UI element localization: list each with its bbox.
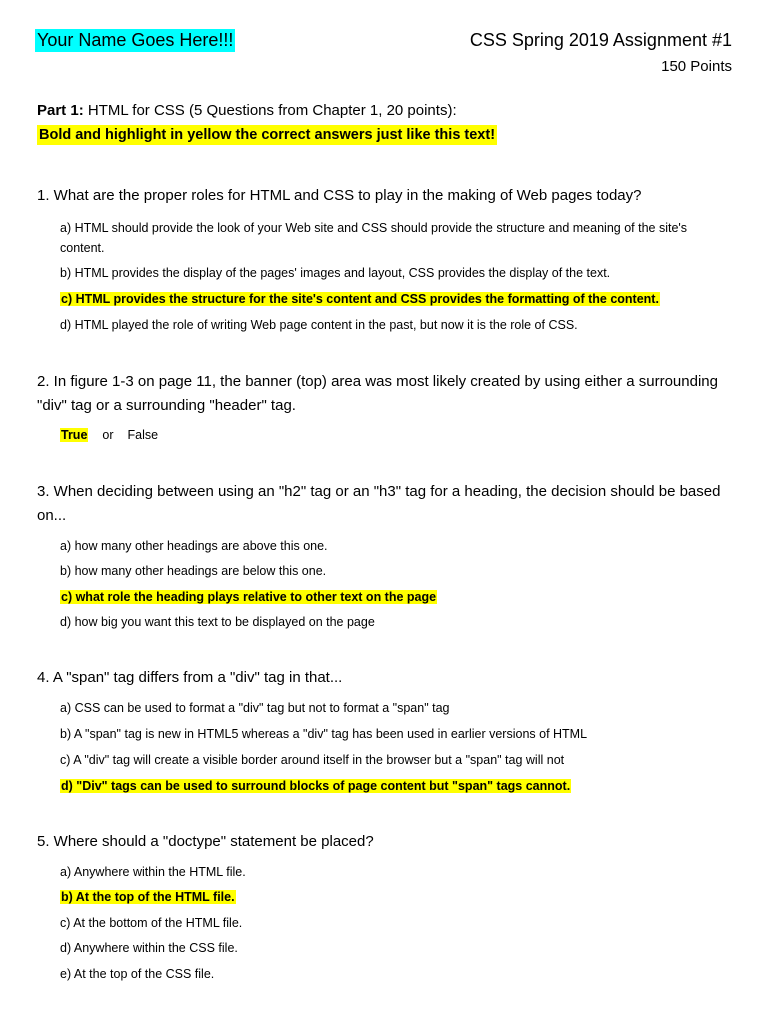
student-name: Your Name Goes Here!!!	[37, 30, 234, 50]
question-4-option-d	[60, 776, 730, 796]
question-2: 2. In figure 1-3 on page 11, the banner (top) area was most likely created by using either a surrounding "div" tag or a surrounding "header" tag.	[37, 373, 718, 414]
question-3: 3. When deciding between using an "h2" tag or an "h3" tag for a heading, the decision should be based on...	[37, 483, 721, 524]
question-3-option-d: d) how big you want this text to be displayed on the page	[60, 615, 375, 629]
question-3-option-a: a) how many other headings are above this one.	[60, 539, 328, 553]
correct-answer: b) At the top of the HTML file.	[61, 890, 235, 904]
question-2-options	[60, 425, 730, 445]
question-1-option-d: d) HTML played the role of writing Web page content in the past, but now it is the role of CSS.	[60, 318, 578, 332]
question-3-option-c	[60, 587, 730, 607]
question-5-option-d: d) Anywhere within the CSS file.	[60, 941, 238, 955]
question-1-option-b: b) HTML provides the display of the pages' images and layout, CSS provides the display of the text.	[60, 266, 611, 280]
question-3-option-b: b) how many other headings are below this one.	[60, 564, 327, 578]
part-heading	[37, 101, 457, 121]
question-4-option-c: c) A "div" tag will create a visible border around itself in the browser but a "span" tag will not	[60, 753, 565, 767]
false-option: False	[127, 428, 159, 442]
correct-answer: c) what role the heading plays relative to other text on the page	[61, 590, 437, 604]
question-5-option-b	[60, 887, 730, 907]
question-4: 4. A "span" tag differs from a "div" tag in that...	[37, 669, 343, 686]
total-points: 150 Points	[661, 58, 732, 75]
true-option: True	[61, 428, 88, 442]
correct-answer: d) "Div" tags can be used to surround blocks of page content but "span" tags cannot.	[61, 779, 571, 793]
correct-answer: c) HTML provides the structure for the site's content and CSS provides the formatting of the content.	[61, 292, 659, 306]
question-1-option-c	[60, 289, 730, 309]
question-1-option-a: a) HTML should provide the look of your Web site and CSS should provide the structure and meaning of the site's content.	[60, 221, 688, 255]
part-label: Part 1:	[37, 102, 84, 119]
question-5: 5. Where should a "doctype" statement be placed?	[37, 833, 374, 850]
question-4-option-b: b) A "span" tag is new in HTML5 whereas a "div" tag has been used in earlier versions of HTML	[60, 727, 588, 741]
instructions: Bold and highlight in yellow the correct answers just like this text!	[39, 127, 496, 143]
question-1: 1. What are the proper roles for HTML and CSS to play in the making of Web pages today?	[37, 187, 642, 204]
or-text: or	[102, 428, 114, 442]
part-text: HTML for CSS (5 Questions from Chapter 1, 20 points):	[83, 102, 457, 119]
question-5-option-c: c) At the bottom of the HTML file.	[60, 916, 243, 930]
question-5-option-e: e) At the top of the CSS file.	[60, 967, 215, 981]
question-5-option-a: a) Anywhere within the HTML file.	[60, 865, 246, 879]
assignment-title: CSS Spring 2019 Assignment #1	[469, 30, 732, 50]
question-4-option-a: a) CSS can be used to format a "div" tag but not to format a "span" tag	[60, 701, 450, 715]
